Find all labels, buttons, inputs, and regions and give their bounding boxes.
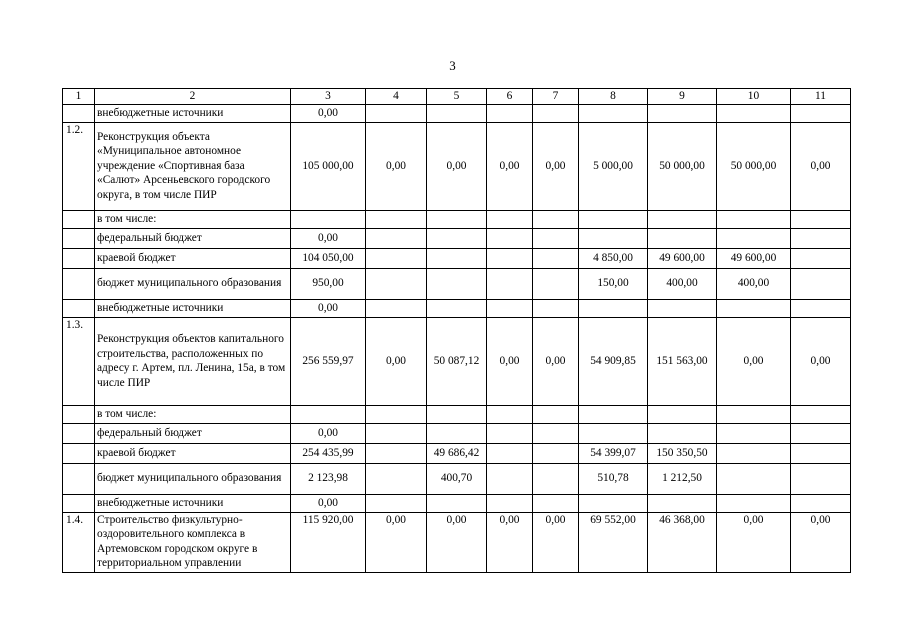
table-row [63,317,851,405]
table-row [63,443,851,463]
value-cell: 0,00 [487,317,533,405]
row-index [63,405,95,423]
row-label: Реконструкция объектов капитального строительства, расположенных по адресу г. Артем, пл. Ленина, 15а, в том числе ПИР [95,317,291,405]
value-cell [717,463,791,494]
value-cell: 54 399,07 [579,443,648,463]
value-cell: 0,00 [291,423,366,443]
value-cell: 150 350,50 [648,443,717,463]
value-cell: 400,00 [717,268,791,299]
value-cell [366,443,427,463]
value-cell: 69 552,00 [579,512,648,572]
row-label: Реконструкция объекта «Муниципальное автономное учреждение «Спортивная база «Салют» Арсеньевского городского округа, в том числе ПИР [95,122,291,210]
row-label: внебюджетные источники [95,494,291,512]
column-header: 10 [717,89,791,105]
row-index [63,494,95,512]
value-cell: 0,00 [717,512,791,572]
value-cell [791,210,851,228]
value-cell [427,248,487,268]
table-row [63,122,851,210]
page-number: 3 [449,58,456,73]
value-cell [487,104,533,122]
value-cell [648,210,717,228]
value-cell [533,104,579,122]
row-index [63,443,95,463]
value-cell: 46 368,00 [648,512,717,572]
value-cell: 400,00 [648,268,717,299]
column-header: 8 [579,89,648,105]
value-cell [791,248,851,268]
value-cell: 0,00 [533,512,579,572]
value-cell [648,423,717,443]
value-cell [648,104,717,122]
table-body [63,104,851,572]
value-cell [291,210,366,228]
row-label: бюджет муниципального образования [95,268,291,299]
column-header: 2 [95,89,291,105]
value-cell: 49 600,00 [648,248,717,268]
column-header: 7 [533,89,579,105]
row-label: в том числе: [95,405,291,423]
value-cell [533,494,579,512]
value-cell: 115 920,00 [291,512,366,572]
column-header: 3 [291,89,366,105]
value-cell: 50 087,12 [427,317,487,405]
row-index [63,423,95,443]
value-cell [533,210,579,228]
value-cell [791,443,851,463]
value-cell [717,228,791,248]
value-cell: 104 050,00 [291,248,366,268]
value-cell [366,405,427,423]
value-cell [717,443,791,463]
value-cell: 105 000,00 [291,122,366,210]
value-cell: 0,00 [533,122,579,210]
value-cell: 0,00 [487,122,533,210]
value-cell: 510,78 [579,463,648,494]
row-label: федеральный бюджет [95,228,291,248]
row-label: краевой бюджет [95,443,291,463]
value-cell [533,443,579,463]
value-cell [791,494,851,512]
value-cell: 0,00 [487,512,533,572]
value-cell: 0,00 [791,512,851,572]
value-cell: 400,70 [427,463,487,494]
value-cell [579,405,648,423]
row-index [63,248,95,268]
value-cell [366,210,427,228]
table-row [63,104,851,122]
row-index: 1.4. [63,512,95,572]
value-cell [717,299,791,317]
value-cell [487,463,533,494]
value-cell: 5 000,00 [579,122,648,210]
value-cell [427,423,487,443]
value-cell: 4 850,00 [579,248,648,268]
value-cell [487,228,533,248]
value-cell [791,268,851,299]
value-cell [487,494,533,512]
value-cell [427,268,487,299]
table-row [63,512,851,572]
value-cell [366,104,427,122]
row-index [63,228,95,248]
row-label: краевой бюджет [95,248,291,268]
value-cell [648,228,717,248]
table-row [63,268,851,299]
value-cell [533,423,579,443]
value-cell [366,423,427,443]
value-cell: 0,00 [291,299,366,317]
table-row [63,299,851,317]
value-cell: 256 559,97 [291,317,366,405]
value-cell [427,405,487,423]
value-cell [487,423,533,443]
value-cell: 150,00 [579,268,648,299]
table-row [63,494,851,512]
value-cell: 0,00 [791,122,851,210]
value-cell [717,494,791,512]
value-cell: 0,00 [427,512,487,572]
value-cell [717,210,791,228]
value-cell: 0,00 [366,317,427,405]
value-cell [487,268,533,299]
value-cell [579,104,648,122]
value-cell [427,299,487,317]
value-cell [427,494,487,512]
value-cell: 50 000,00 [717,122,791,210]
value-cell [791,104,851,122]
value-cell [533,228,579,248]
value-cell [427,210,487,228]
value-cell [487,210,533,228]
row-index [63,299,95,317]
value-cell [487,443,533,463]
value-cell [717,405,791,423]
value-cell: 49 600,00 [717,248,791,268]
row-label: Строительство физкультурно-оздоровительного комплекса в Артемовском городском округе в территориальном управлении [95,512,291,572]
value-cell [717,104,791,122]
value-cell [487,299,533,317]
value-cell [579,210,648,228]
value-cell [533,405,579,423]
value-cell: 0,00 [366,512,427,572]
value-cell: 950,00 [291,268,366,299]
value-cell [791,299,851,317]
row-index: 1.3. [63,317,95,405]
column-header: 4 [366,89,427,105]
value-cell [366,299,427,317]
row-label: внебюджетные источники [95,299,291,317]
value-cell [533,268,579,299]
column-header: 9 [648,89,717,105]
value-cell [427,228,487,248]
value-cell [579,228,648,248]
value-cell: 50 000,00 [648,122,717,210]
table-row [63,463,851,494]
value-cell: 0,00 [791,317,851,405]
table-row [63,228,851,248]
value-cell: 254 435,99 [291,443,366,463]
row-index [63,104,95,122]
column-header: 11 [791,89,851,105]
value-cell [427,104,487,122]
value-cell [791,228,851,248]
value-cell [791,405,851,423]
table-row [63,248,851,268]
value-cell [366,268,427,299]
value-cell [366,228,427,248]
value-cell [366,463,427,494]
value-cell [366,494,427,512]
row-index: 1.2. [63,122,95,210]
value-cell: 54 909,85 [579,317,648,405]
value-cell: 0,00 [533,317,579,405]
row-index [63,210,95,228]
row-index [63,268,95,299]
value-cell: 0,00 [366,122,427,210]
value-cell [533,463,579,494]
value-cell [487,248,533,268]
value-cell: 49 686,42 [427,443,487,463]
table-header-row [63,89,851,105]
value-cell [648,405,717,423]
value-cell [579,494,648,512]
table-row [63,423,851,443]
value-cell [791,463,851,494]
column-header: 6 [487,89,533,105]
value-cell: 2 123,98 [291,463,366,494]
value-cell [487,405,533,423]
budget-table [62,88,851,573]
value-cell: 0,00 [291,228,366,248]
value-cell [366,248,427,268]
table-row [63,405,851,423]
row-label: федеральный бюджет [95,423,291,443]
value-cell: 0,00 [291,104,366,122]
value-cell [648,299,717,317]
value-cell [579,299,648,317]
column-header: 5 [427,89,487,105]
column-header: 1 [63,89,95,105]
row-label: внебюджетные источники [95,104,291,122]
value-cell [791,423,851,443]
value-cell [533,299,579,317]
row-index [63,463,95,494]
value-cell: 151 563,00 [648,317,717,405]
value-cell [717,423,791,443]
value-cell [579,423,648,443]
value-cell [291,405,366,423]
row-label: бюджет муниципального образования [95,463,291,494]
value-cell: 0,00 [291,494,366,512]
value-cell: 0,00 [427,122,487,210]
row-label: в том числе: [95,210,291,228]
value-cell: 0,00 [717,317,791,405]
value-cell [533,248,579,268]
value-cell: 1 212,50 [648,463,717,494]
value-cell [648,494,717,512]
table-row [63,210,851,228]
